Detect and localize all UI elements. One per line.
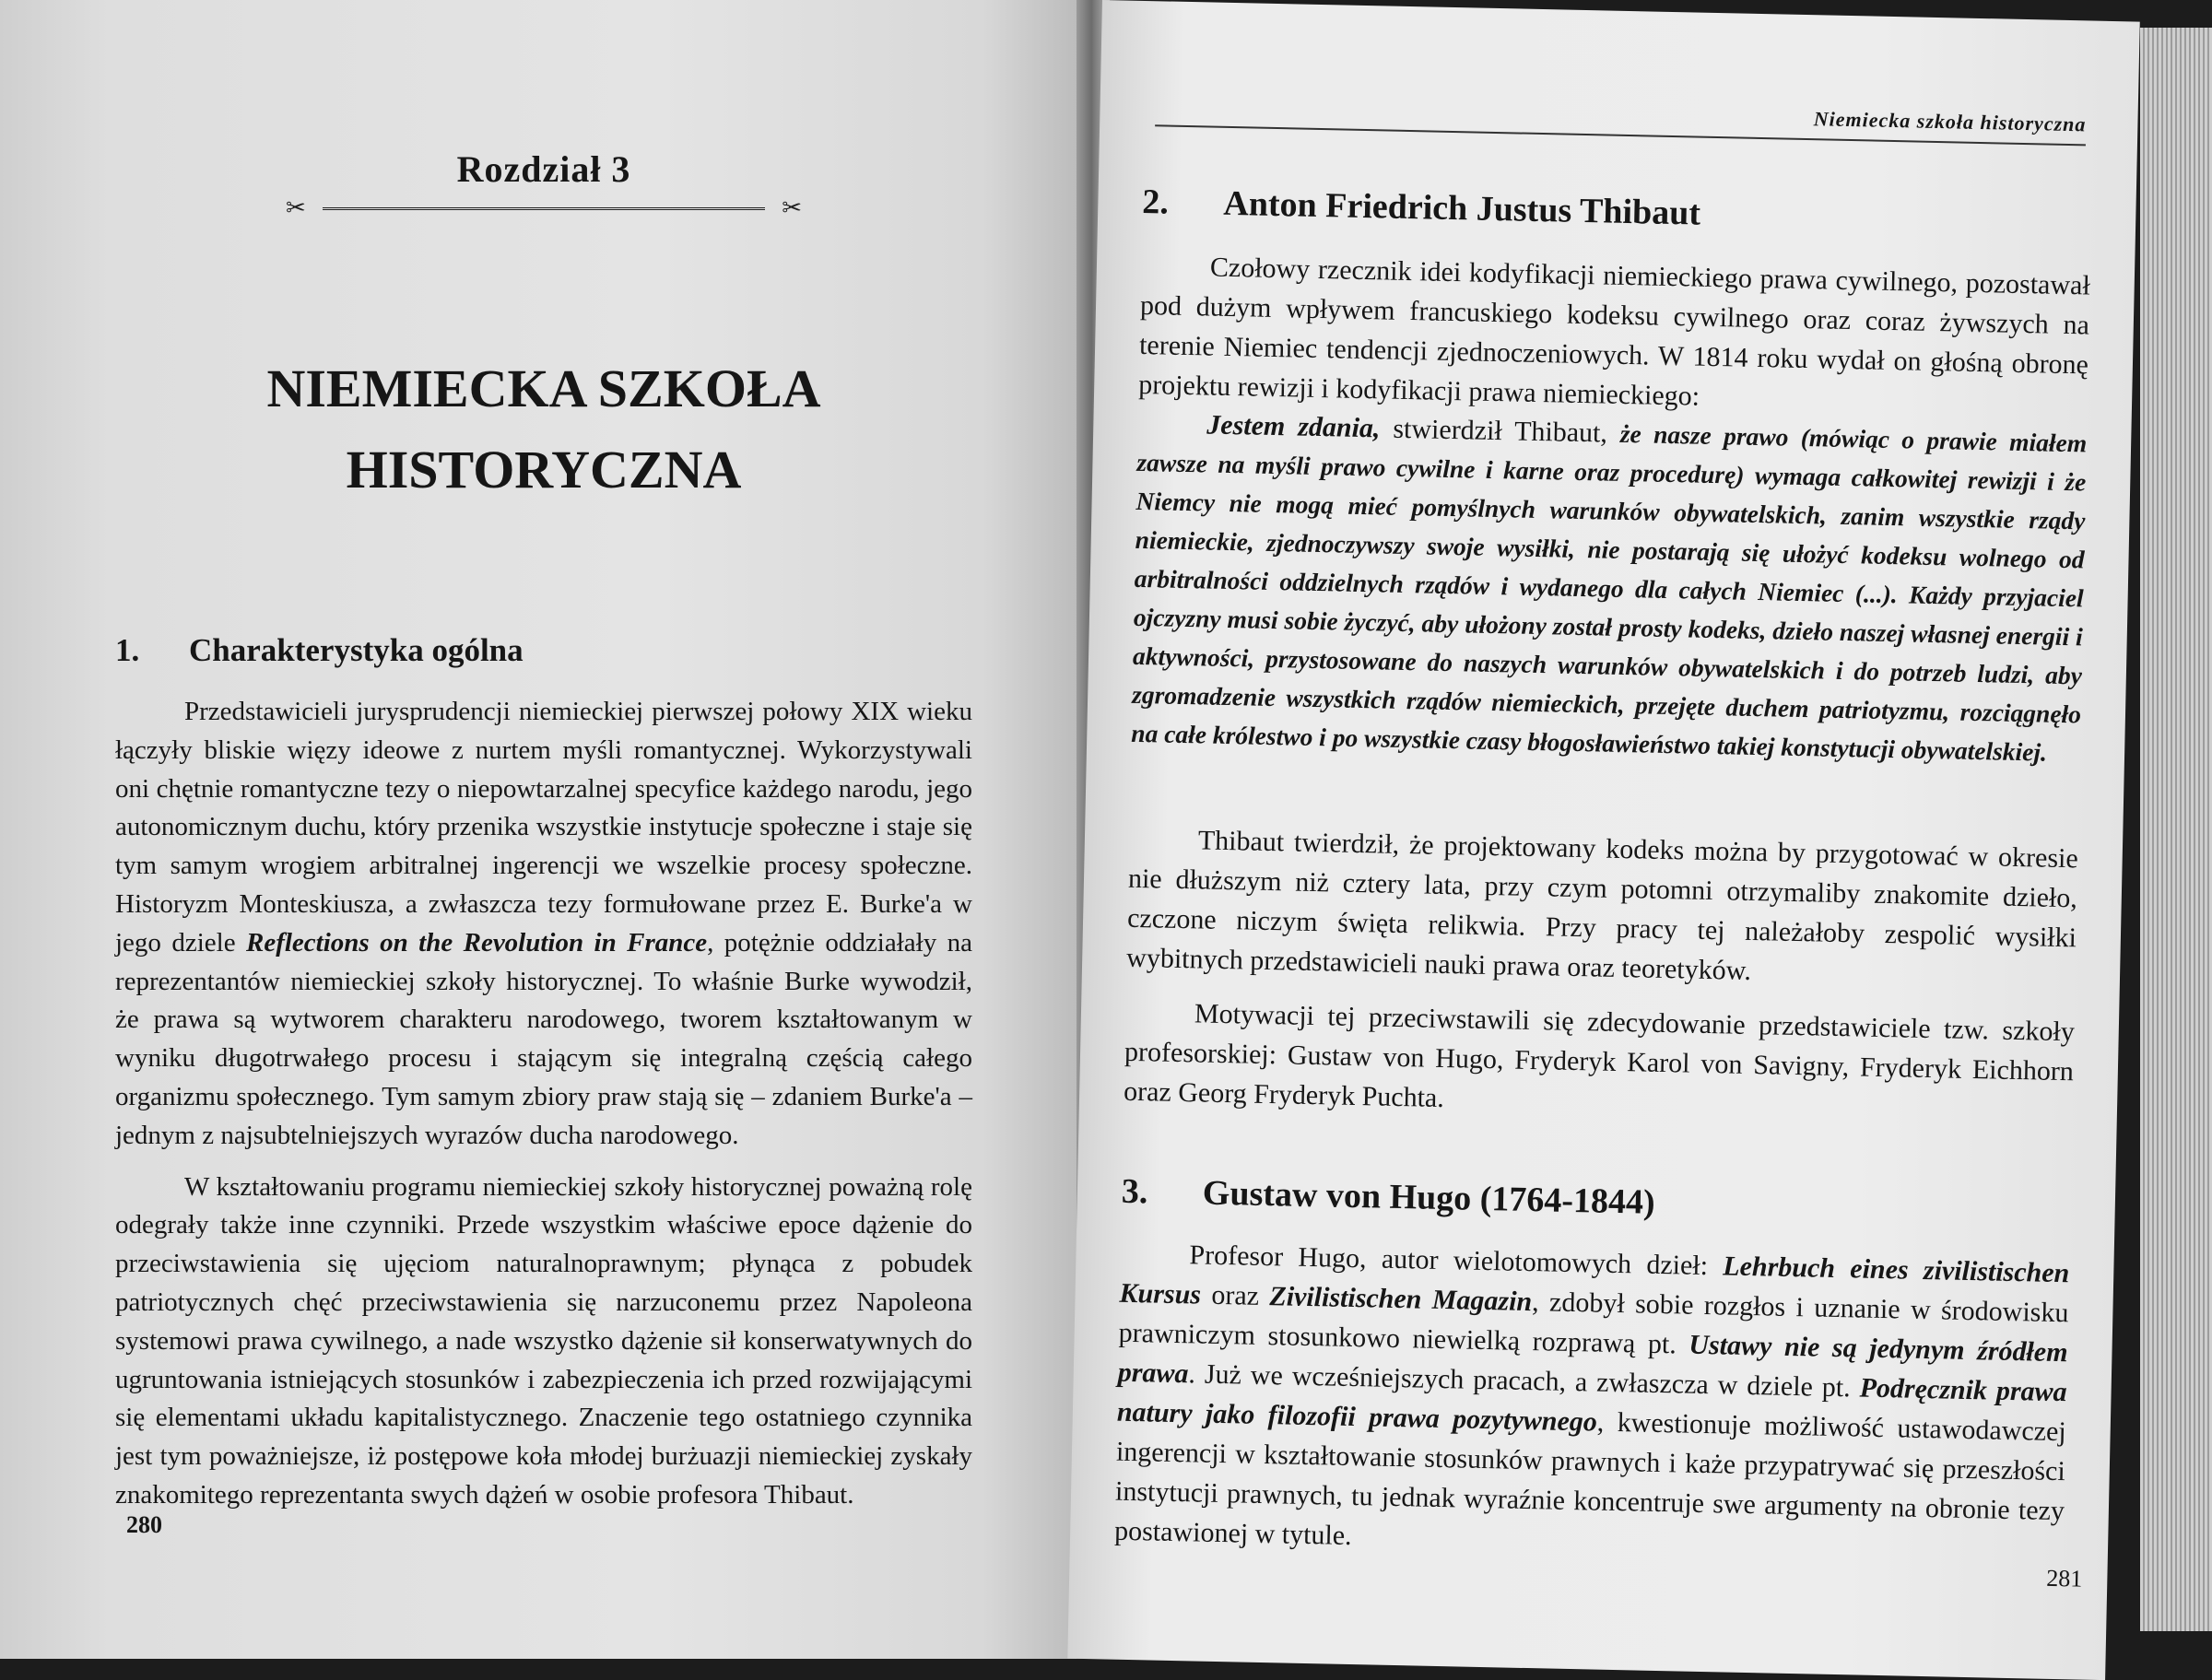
paragraph-text: Profesor Hugo, autor wielotomowych dzieł: (1189, 1239, 1724, 1282)
work-title: Zivilistischen Magazin (1269, 1281, 1533, 1318)
page-number-right: 281 (2046, 1564, 2083, 1592)
paragraph: Czołowy rzecznik idei kodyfikacji niemieckiego prawa cywilnego, pozostawał pod dużym wpływem francuskiego kodeksu cywilnego oraz coraz żywszych na terenie Niemiec tendencji zjednoczeniowych. W 1814 roku wydał on głośną obronę projektu rewizji i kodyfikacji prawa niemieckiego: (1137, 252, 2091, 412)
quote-lead: Jestem zdania, (1206, 409, 1381, 444)
page-number-left: 280 (126, 1511, 162, 1538)
paragraph: W kształtowaniu programu niemieckiej szkoły historycznej poważną rolę odegrały także inne czynniki. Przede wszystkim właściwe epoce dążenie do przeciwstawienia się ujęciom naturalnoprawnym; płynąca z pobudek patriotycznych chęć przeciwstawienia się narzuconemu przez Napoleona systemowi prawa cywilnego, a nade wszystko dążenie sił konserwatywnych do ugruntowania istniejących stosunków i zabezpieczenia ich przed rozwijającymi się elementami układu kapitalistycznego. Znaczenie tego ostatniego czynnika jest tym poważniejsze, iż postępowe koła młodej burżuazji niemieckiej zyskały znakomitego reprezentanta swych dążeń w osobie profesora Thibaut. (115, 1171, 972, 1510)
section-heading-2 (1142, 182, 1700, 234)
paragraph (1114, 1234, 2070, 1570)
right-page (1067, 0, 2139, 1680)
left-page (0, 0, 1091, 1659)
section-number: 3. (1121, 1171, 1148, 1212)
hugo-text (1114, 1234, 2070, 1570)
chapter-heading (286, 147, 802, 226)
thibaut-text-continued (1124, 819, 2078, 1132)
section-title: Anton Friedrich Justus Thibaut (1222, 183, 1701, 233)
thibaut-quote (1131, 405, 2088, 772)
section-number: 1. (115, 632, 140, 668)
section-title: Charakterystyka ogólna (189, 632, 524, 668)
left-body-text (115, 693, 972, 1515)
section-title: Gustaw von Hugo (1764-1844) (1202, 1173, 1656, 1222)
paragraph-text: , kwestionuje możliwość ustawodawczej ingerencji w kształtowanie stosunków prawnych i każe przypatrywać się przeszłości instytucji prawnych, tu jednak wyraźnie koncentruje swe argumenty na obronie tezy postawionej w tytule. (1113, 1406, 2067, 1552)
book-title: Reflections on the Revolution in France (245, 927, 708, 957)
work-title: Podręcznik prawa natury jako filozofii prawa pozytywnego (1116, 1372, 2067, 1438)
running-head-text: Niemiecka szkoła historyczna (1813, 107, 2087, 136)
paragraph-text: , zdobył sobie rozgłos i uznanie w środowisku prawniczym stosunkowo niewielką rozprawą pt. (1118, 1286, 2069, 1360)
thibaut-text (1131, 246, 2090, 772)
scissors-right-icon: ✂ (782, 194, 802, 221)
section-number: 2. (1141, 182, 1170, 222)
paragraph-text: oraz (1200, 1279, 1270, 1312)
paragraph-text: . Już we wcześniejszych pracach, a zwłaszcza w dziele pt. (1188, 1358, 1861, 1404)
scissors-left-icon: ✂ (286, 194, 306, 221)
chapter-label: Rozdział 3 (456, 148, 631, 190)
chapter-title-line-1: NIEMIECKA SZKOŁA (266, 358, 821, 418)
page-edges (2140, 28, 2212, 1631)
chapter-ornament (286, 194, 802, 226)
paragraph-text: Przedstawicieli jurysprudencji niemieckiej pierwszej połowy XIX wieku łączyły bliskie więzy ideowe z nurtem myśli romantycznej. Wykorzystywali oni chętnie romantyczne tezy o niepowtarzalnej specyfice każdego narodu, jego autonomicznym duchu, który przenika wszystkie instytucje społeczne i staje się tym samym wrogiem arbitralnej ingerencji we wszelkie procesy społeczne. Historyzm Monteskiusza, a zwłaszcza tezy formułowane przez E. Burke'a w jego dziele (115, 697, 972, 957)
chapter-title-line-2: HISTORYCZNA (346, 440, 742, 499)
paragraph: Motywacji tej przeciwstawili się zdecydowanie przedstawiciele tzw. szkoły profesorskiej: Gustaw von Hugo, Fryderyk Karol von Savigny, Fryderyk Eichhorn oraz Georg Fryderyk Puchta. (1123, 998, 2076, 1114)
chapter-title (184, 348, 903, 511)
paragraph-text: , potężnie oddziałały na reprezentantów niemieckiej szkoły historycznej. To właśnie Burke wywodził, że prawa są wytworem charakteru narodowego, tworem kształtowanym w wyniku długotrwałego procesu i stającym się integralną częścią całego organizmu społecznego. Tym samym zbiory praw stają się – zdaniem Burke'a – jednym z najsubtelniejszych wyrazów ducha narodowego. (115, 927, 972, 1150)
section-heading-3 (1121, 1171, 1655, 1223)
paragraph (115, 693, 972, 1156)
section-heading-1 (115, 632, 524, 669)
work-title: Lehrbuch eines zivilistischen Kursus (1119, 1251, 2070, 1310)
work-title: Ustawy nie są jedynym źródłem prawa (1117, 1329, 2068, 1390)
ornament-rule (323, 207, 765, 214)
running-head (1155, 93, 2087, 146)
paragraph: Thibaut twierdził, że projektowany kodeks można by przygotować w okresie nie dłuższym niż cztery lata, przy czym potomni otrzymaliby znakomite dzieło, czczone niczym święta relikwia. Przy pracy tej należałoby zespolić wysiłki wybitnych przedstawicieli nauki prawa oraz teoretyków. (1125, 825, 2079, 986)
quote-connector: stwierdził Thibaut, (1380, 413, 1621, 449)
quote-body: że nasze prawo (mówiąc o prawie miałem zawsze na myśli prawo cywilne i karne oraz procedurę) wymaga całkowitej rewizji i że Niemcy nie mogą mieć pomyślnych warunków obywatelskich, zanim wszystkie rządy niemieckie, zjednoczywszy swoje wysiłki, nie postarają się ułożyć kodeksu wolnego od arbitralności oddzielnych rządów i wydanego dla całych Niemiec (...). Każdy przyjaciel ojczyzny musi sobie życzyć, aby ułożony został prosty kodeks, dzieło naszej własnej energii i aktywności, przystosowane do naszych warunków obywatelskich i do potrzeb ludzi, aby zgromadzenie wszystkich rządów niemieckich, przejęte duchem patriotyzmu, rozciągnęło na całe królestwo i po wszystkie czasy błogosławieństwo takiej konstytucji obywatelskiej. (1131, 418, 2088, 767)
